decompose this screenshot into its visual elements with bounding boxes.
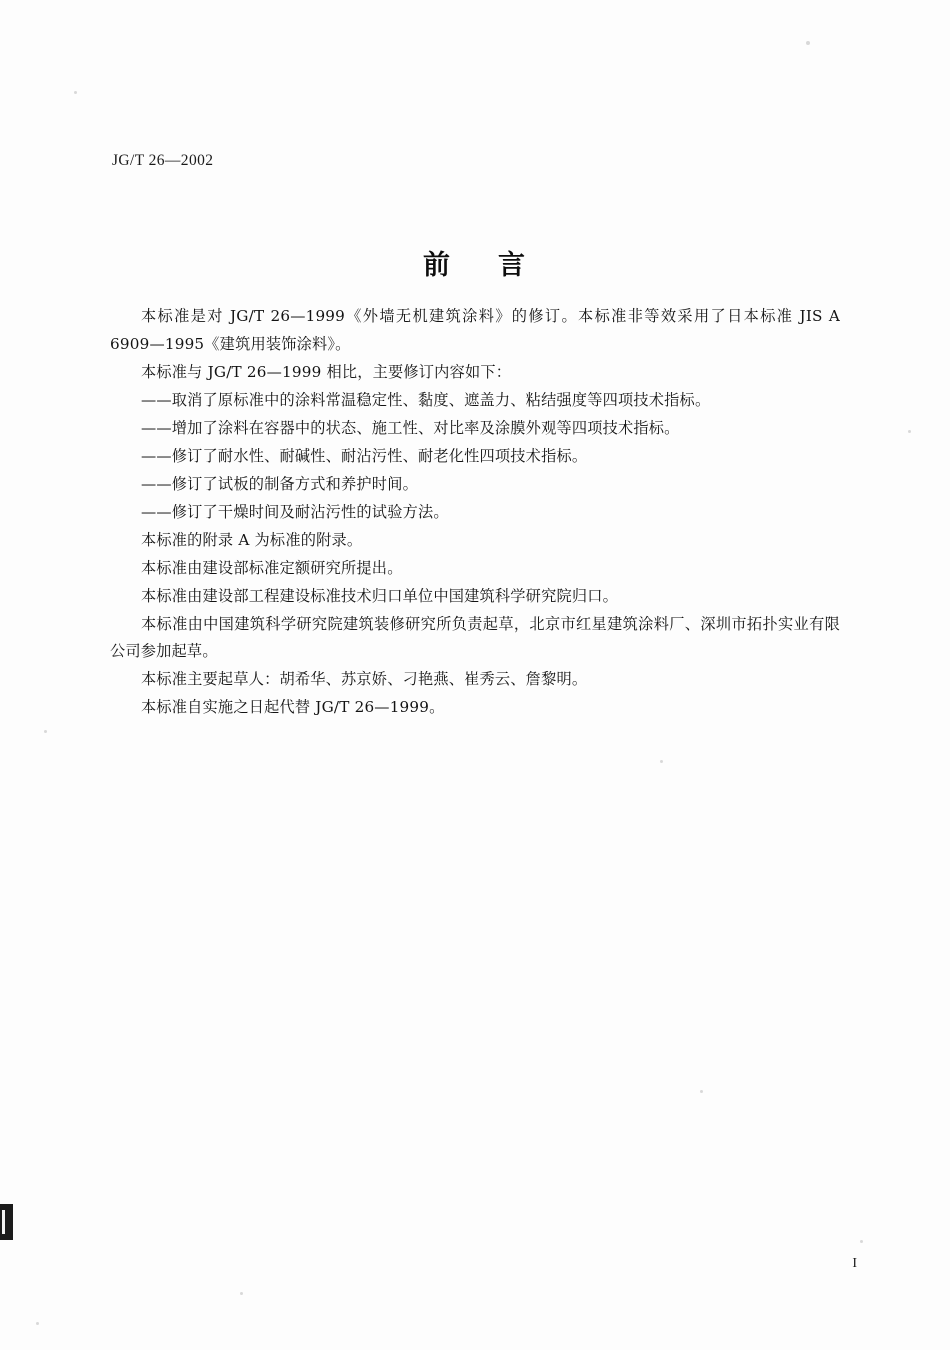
scan-speckle <box>860 1240 863 1243</box>
paragraph: 本标准主要起草人：胡希华、苏京娇、刁艳燕、崔秀云、詹黎明。 <box>141 670 588 688</box>
paragraph: ——增加了涂料在容器中的状态、施工性、对比率及涂膜外观等四项技术指标。 <box>141 418 680 437</box>
scan-speckle <box>74 91 77 94</box>
scan-speckle <box>700 1090 703 1093</box>
paragraph: 本标准自实施之日起代替 JG/T 26—1999。 <box>141 698 445 716</box>
paragraph: 本标准由建设部工程建设标准技术归口单位中国建筑科学研究院归口。 <box>141 586 619 605</box>
foreword-body <box>110 303 840 722</box>
scan-speckle <box>908 430 911 433</box>
page-title-char-1: 前 <box>423 250 452 281</box>
paragraph: 本标准是对 JG/T 26—1999《外墙无机建筑涂料》的修订。本标准非等效采用了日本标准 JIS A 6909—1995《建筑用装饰涂料》。 <box>110 307 840 353</box>
paragraph: 本标准由建设部标准定额研究所提出。 <box>141 558 403 577</box>
scan-speckle <box>44 730 47 733</box>
paragraph: 本标准由中国建筑科学研究院建筑装修研究所负责起草，北京市红星建筑涂料厂、深圳市拓扑实业有限公司参加起草。 <box>110 614 840 660</box>
paragraph: ——修订了试板的制备方式和养护时间。 <box>141 474 418 493</box>
scan-speckle <box>660 760 663 763</box>
scan-artifact-blot <box>0 1204 13 1240</box>
standard-code-header: JG/T 26—2002 <box>112 152 214 169</box>
paragraph: 本标准与 JG/T 26—1999 相比，主要修订内容如下： <box>141 362 512 381</box>
paragraph: ——取消了原标准中的涂料常温稳定性、黏度、遮盖力、粘结强度等四项技术指标。 <box>141 390 711 409</box>
paragraph: ——修订了耐水性、耐碱性、耐沾污性、耐老化性四项技术指标。 <box>141 446 588 465</box>
scan-speckle <box>240 1292 243 1295</box>
scan-speckle <box>806 41 810 45</box>
scan-speckle <box>36 1322 39 1325</box>
page-number: I <box>852 1256 857 1271</box>
page-title-char-2: 言 <box>498 250 527 281</box>
paragraph: ——修订了干燥时间及耐沾污性的试验方法。 <box>141 502 449 521</box>
paragraph: 本标准的附录 A 为标准的附录。 <box>141 530 363 549</box>
page-title <box>0 243 950 282</box>
